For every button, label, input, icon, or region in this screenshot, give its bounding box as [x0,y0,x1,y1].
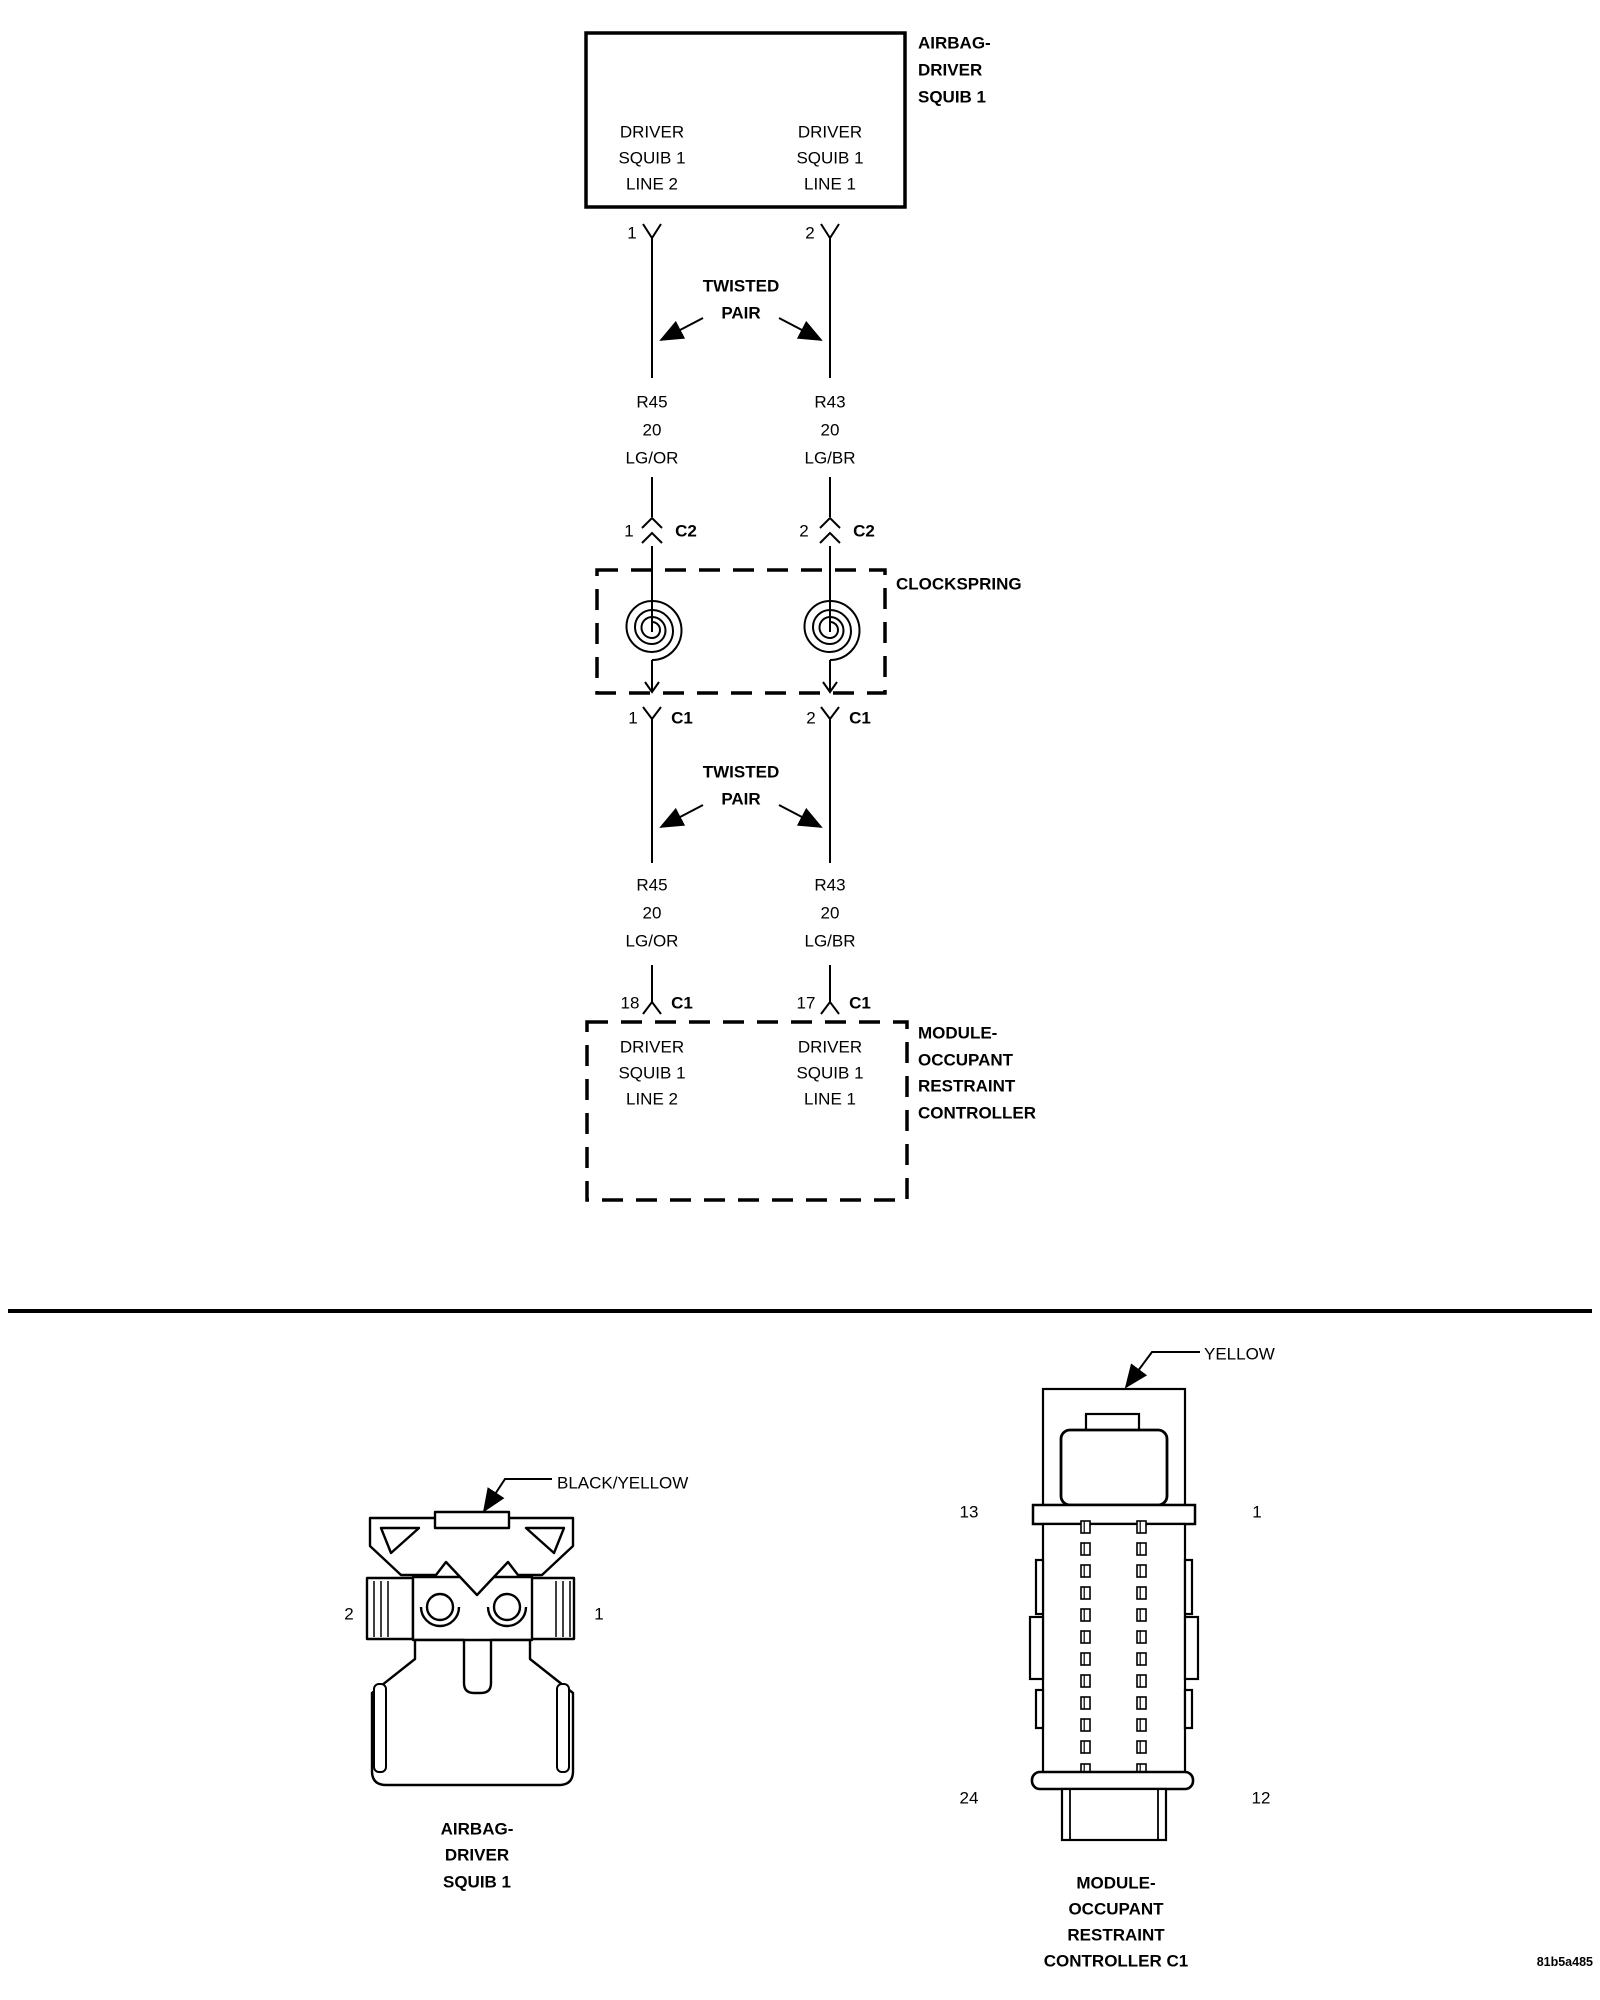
module-line1-terminal-label: DRIVER [797,1037,863,1057]
c2-connector-label: C2 [675,521,697,541]
module-c1-label: C1 [849,993,871,1013]
twisted-pair-note: PAIR [721,789,761,809]
wire-circuit: R43 [814,392,846,412]
wire-circuit: R43 [814,875,846,895]
module-view-pin-1: 1 [1252,1502,1262,1522]
clockspring-label: CLOCKSPRING [896,574,1022,594]
module-line2-terminal-label: DRIVER [619,1037,685,1057]
squib-line1-terminal-label: LINE 1 [804,174,856,194]
squib-line2-terminal-label: SQUIB 1 [618,148,686,168]
right-terminal-barrel [531,1578,574,1639]
module-line1-terminal-label: LINE 1 [804,1089,856,1109]
airbag-view-pin-2: 2 [344,1604,354,1624]
module-pin-18: 18 [620,993,640,1013]
module-line1-terminal-label: SQUIB 1 [796,1063,864,1083]
left-clip [1030,1617,1043,1679]
airbag-pin-2: 2 [805,223,815,243]
yellow-callout-arrow [1126,1352,1200,1387]
squib-line1-terminal-label: SQUIB 1 [796,148,864,168]
pin-housing [1043,1524,1185,1773]
wire-gauge: 20 [820,420,840,440]
clockspring-box [597,570,885,693]
airbag-view-pin-1: 1 [594,1604,604,1624]
twisted-pair-note: PAIR [721,303,761,323]
right-wire-squib-line1 [805,224,860,1014]
connector-cap [1061,1430,1167,1505]
module-view-caption: MODULE- [1076,1873,1156,1893]
module-view-caption: CONTROLLER C1 [1043,1951,1189,1971]
black-yellow-callout-arrow [484,1479,552,1511]
c1-connector-label: C1 [849,708,871,728]
wire-gauge: 20 [642,420,662,440]
module-view-pin-24: 24 [959,1788,979,1808]
left-rail [1036,1560,1043,1614]
module-view-caption: RESTRAINT [1067,1925,1165,1945]
left-wire-squib-line2 [627,224,682,1014]
airbag-pin-1: 1 [627,223,637,243]
c2-pin-number: 1 [624,521,634,541]
flange [1033,1505,1195,1524]
base-stem [1062,1789,1166,1840]
black-yellow-callout: BLACK/YELLOW [557,1473,689,1493]
squib-line1-terminal-label: DRIVER [797,122,863,142]
squib-line2-terminal-label: LINE 2 [626,174,678,194]
document-code: 81b5a485 [1536,1954,1593,1969]
right-clip [1185,1617,1198,1679]
squib-line2-terminal-label: DRIVER [619,122,685,142]
airbag-view-caption: AIRBAG- [440,1819,514,1839]
module-line2-terminal-label: SQUIB 1 [618,1063,686,1083]
module-view-pin-13: 13 [959,1502,979,1522]
airbag-connector-drawing [367,1512,574,1785]
twisted-pair-note: TWISTED [702,762,780,782]
base-bar [1032,1772,1193,1789]
module-connector-drawing [1030,1389,1198,1840]
section-divider [8,1309,1592,1313]
c1-pin-number: 2 [806,708,816,728]
left-lug [1036,1690,1043,1728]
module-box-title: RESTRAINT [918,1076,1016,1096]
wire-color: LG/BR [804,931,856,951]
connector-lower-body [372,1640,573,1785]
left-slot [374,1684,386,1772]
right-slot [557,1684,569,1772]
module-box-title: CONTROLLER [918,1103,1037,1123]
module-view-caption: OCCUPANT [1068,1899,1164,1919]
wire-circuit: R45 [636,875,668,895]
module-pin-17: 17 [796,993,816,1013]
airbag-box-title: DRIVER [918,60,983,80]
right-rail [1185,1560,1192,1614]
wire-circuit: R45 [636,392,668,412]
latch-tab [1086,1414,1139,1431]
module-box-title: OCCUPANT [918,1050,1014,1070]
airbag-box-title: SQUIB 1 [918,87,987,107]
wire-color: LG/OR [625,931,679,951]
yellow-callout: YELLOW [1204,1344,1275,1364]
module-box-title: MODULE- [918,1023,998,1043]
right-lug [1185,1690,1192,1728]
terminal-2-cavity [427,1594,453,1620]
module-line2-terminal-label: LINE 2 [626,1089,678,1109]
c1-connector-label: C1 [671,708,693,728]
airbag-view-caption: DRIVER [444,1845,510,1865]
wire-gauge: 20 [642,903,662,923]
twisted-pair-note: TWISTED [702,276,780,296]
airbag-box-title: AIRBAG- [918,33,991,53]
airbag-view-caption: SQUIB 1 [442,1872,512,1892]
wire-color: LG/BR [804,448,856,468]
c2-pin-number: 2 [799,521,809,541]
terminal-1-cavity [494,1594,520,1620]
keying-strip [435,1512,509,1528]
c1-pin-number: 1 [628,708,638,728]
wire-color: LG/OR [625,448,679,468]
wire-gauge: 20 [820,903,840,923]
module-c1-label: C1 [671,993,693,1013]
module-view-pin-12: 12 [1251,1788,1271,1808]
c2-connector-label: C2 [853,521,875,541]
